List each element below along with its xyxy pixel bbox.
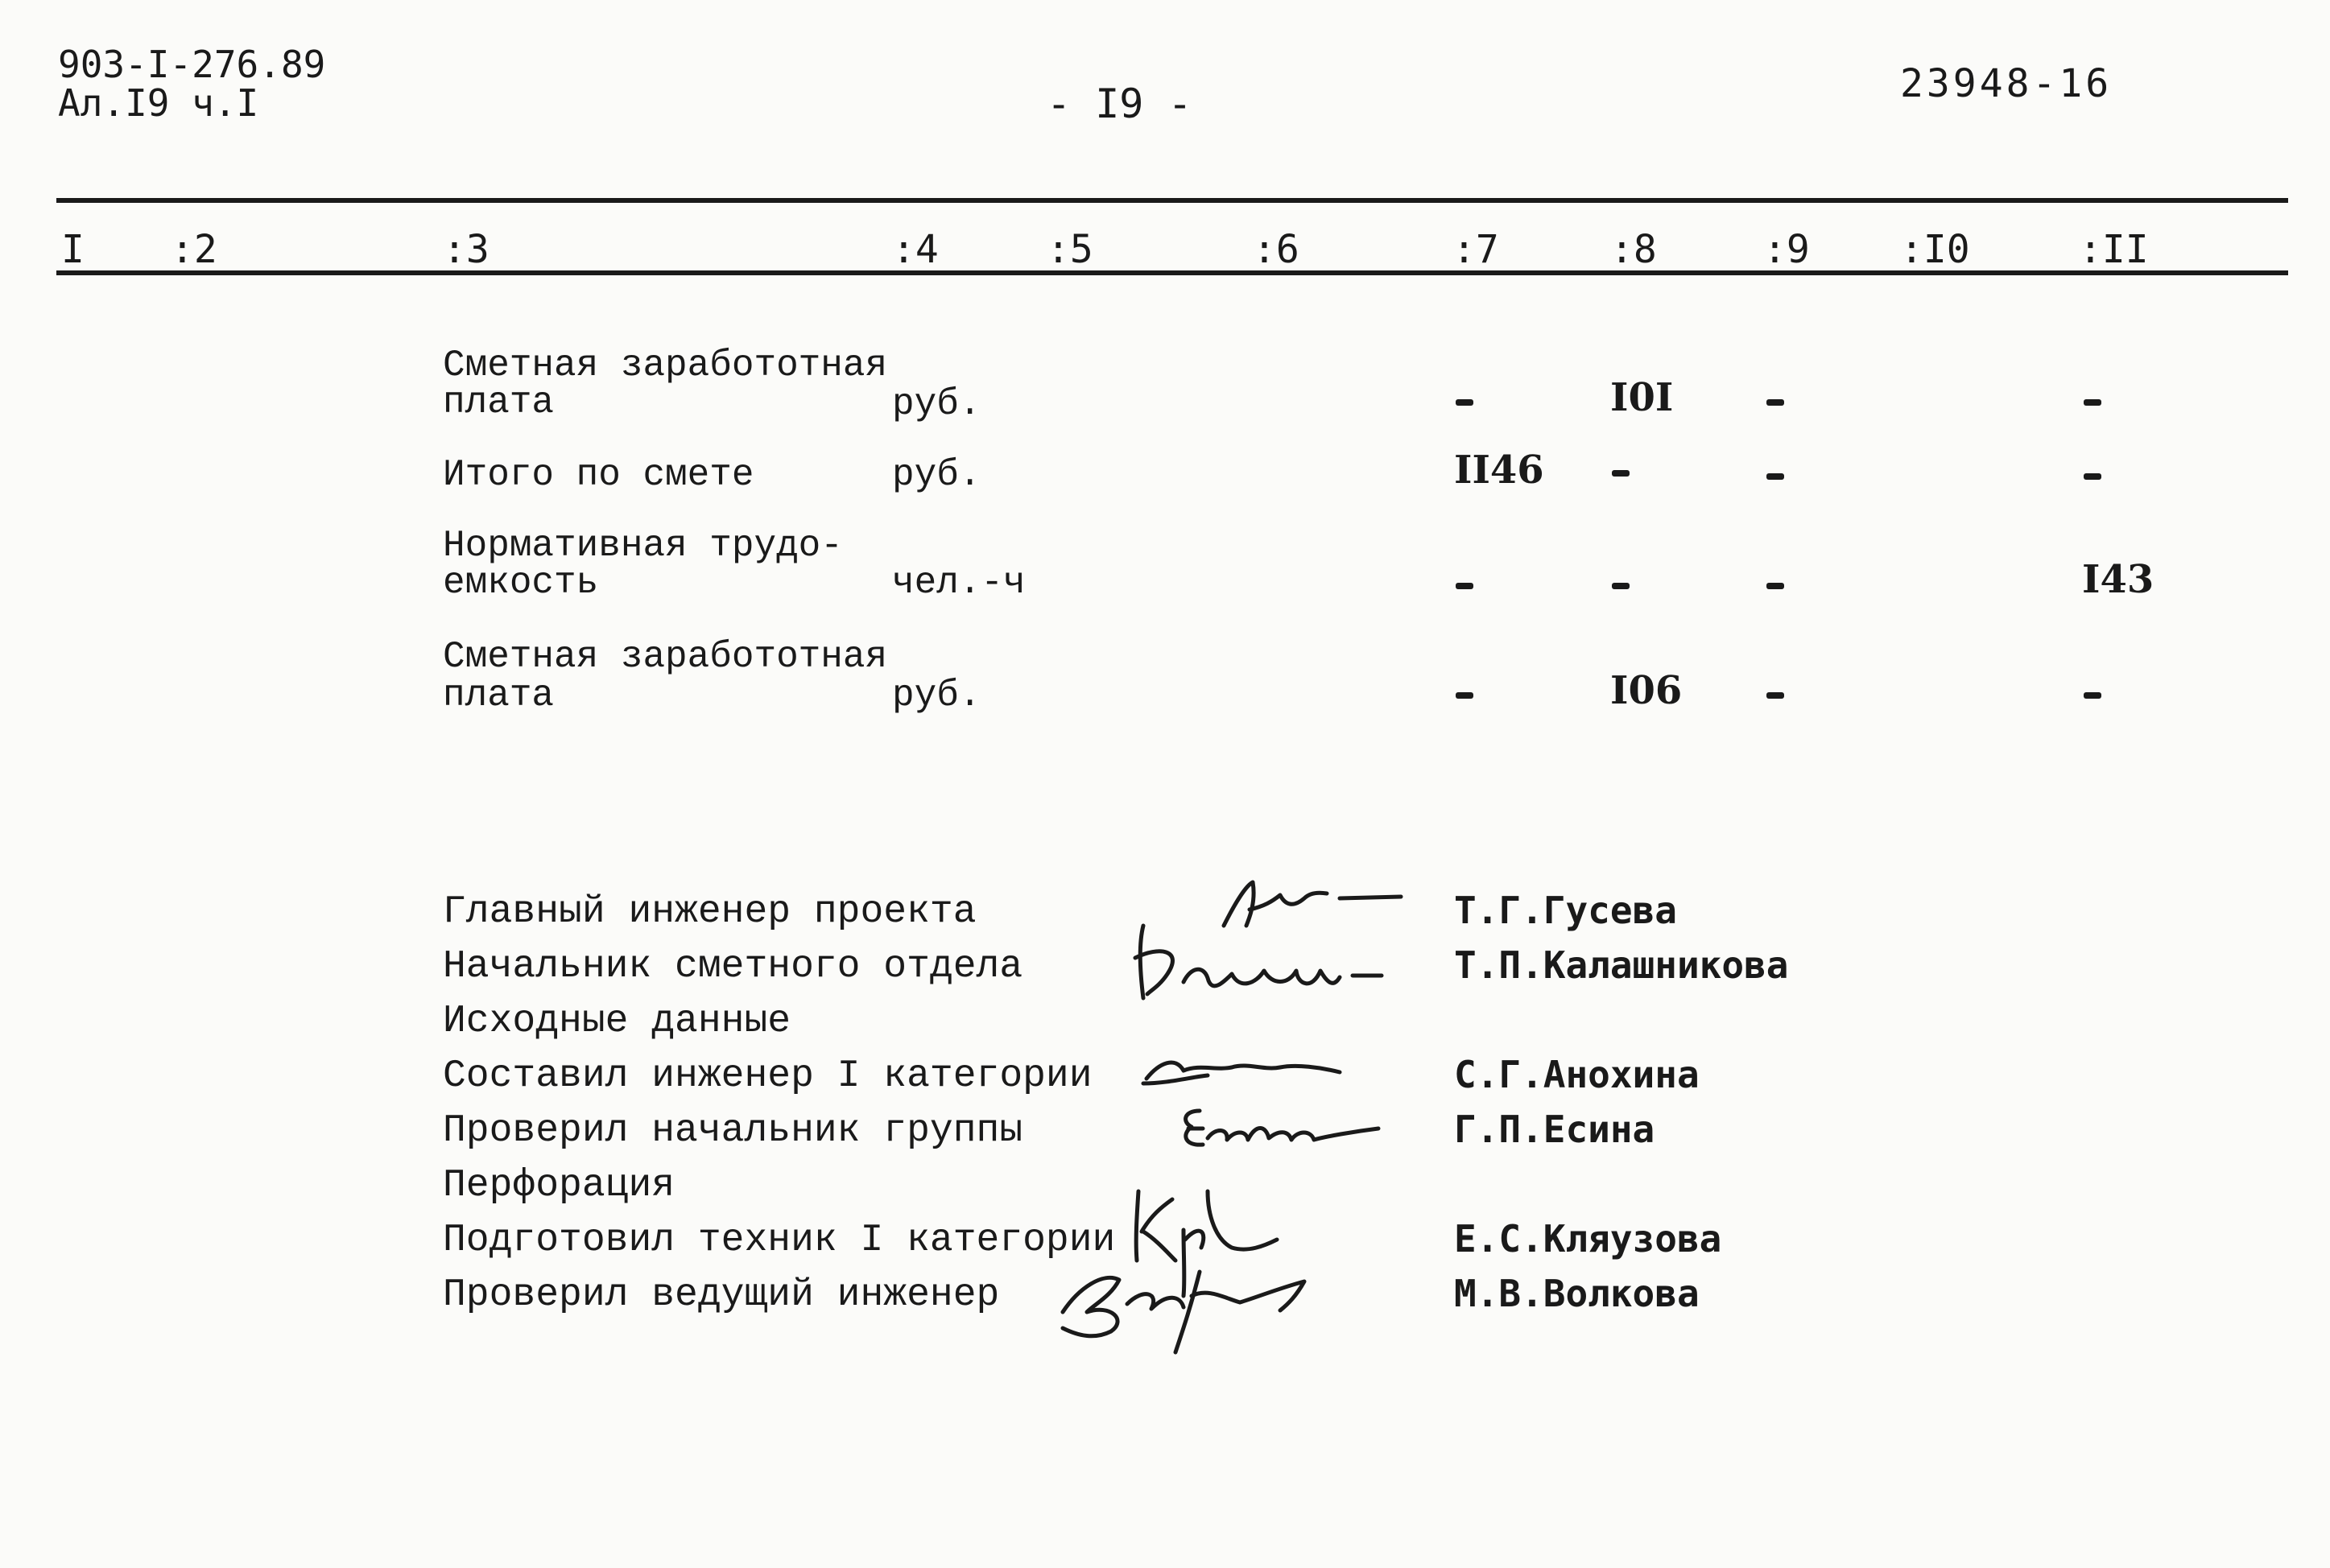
col-header-8: :8 bbox=[1610, 227, 1657, 272]
signature-5 bbox=[1136, 1191, 1277, 1296]
col-header-1: I bbox=[61, 227, 85, 272]
col-header-3: :3 bbox=[443, 227, 490, 272]
col-header-5: :5 bbox=[1047, 227, 1093, 272]
row-4-label-line1: Сметная заработотная bbox=[443, 636, 888, 678]
row-3-label-line1: Нормативная трудо- bbox=[443, 525, 843, 567]
sig-name-2: Т.П.Калашникова bbox=[1454, 943, 1789, 987]
col-header-6: :6 bbox=[1253, 227, 1299, 272]
row-4-label-line2: плата bbox=[443, 675, 555, 716]
sig-name-1: Т.Г.Гусева bbox=[1454, 889, 1677, 932]
signature-2 bbox=[1135, 926, 1382, 998]
row-4-unit: руб. bbox=[892, 675, 981, 716]
signature-1 bbox=[1224, 882, 1401, 926]
sig-role-1: Главный инженер проекта bbox=[443, 890, 977, 934]
row-1-unit: руб. bbox=[892, 383, 981, 425]
col-header-7: :7 bbox=[1452, 227, 1499, 272]
row-3-label-line2: емкость bbox=[443, 562, 599, 604]
row-4-col8-value: I06 bbox=[1610, 668, 1683, 713]
row-1-label-line2: плата bbox=[443, 382, 555, 423]
row-2-col7-value: II46 bbox=[1454, 448, 1544, 493]
row-3-unit: чел.-ч bbox=[892, 562, 1026, 604]
col-header-4: :4 bbox=[892, 227, 939, 272]
row-1-col8-value: I0I bbox=[1610, 375, 1674, 420]
sig-role-2: Начальник сметного отдела bbox=[443, 945, 1023, 988]
sheet-reference: Ал.I9 ч.I bbox=[58, 81, 259, 125]
col-header-2: :2 bbox=[171, 227, 217, 272]
row-2-unit: руб. bbox=[892, 454, 981, 496]
sig-name-7: Е.С.Кляузова bbox=[1454, 1217, 1722, 1261]
signature-4 bbox=[1186, 1111, 1378, 1145]
col-header-10: :I0 bbox=[1900, 227, 1970, 272]
document-code: 23948-16 bbox=[1900, 61, 2113, 106]
page-number: - I9 - bbox=[1047, 80, 1192, 127]
sig-name-8: М.В.Волкова bbox=[1454, 1272, 1700, 1315]
row-3-col11-value: I43 bbox=[2082, 557, 2154, 602]
col-header-9: :9 bbox=[1763, 227, 1810, 272]
sig-role-7: Подготовил техник I категории bbox=[443, 1219, 1116, 1262]
sig-role-4: Составил инженер I категории bbox=[443, 1054, 1093, 1098]
sig-role-6: Перфорация bbox=[443, 1164, 675, 1207]
row-2-label: Итого по смете bbox=[443, 454, 754, 496]
col-header-11: :II bbox=[2079, 227, 2149, 272]
sig-name-4: С.Г.Анохина bbox=[1454, 1053, 1700, 1096]
sig-role-3: Исходные данные bbox=[443, 1000, 791, 1043]
signature-3 bbox=[1143, 1063, 1340, 1083]
row-1-label-line1: Сметная заработотная bbox=[443, 345, 888, 386]
sig-role-8: Проверил ведущий инженер bbox=[443, 1273, 1000, 1317]
document-number: 903-I-276.89 bbox=[58, 43, 326, 86]
sig-role-5: Проверил начальник группы bbox=[443, 1109, 1023, 1153]
sig-name-5: Г.П.Есина bbox=[1454, 1108, 1655, 1151]
